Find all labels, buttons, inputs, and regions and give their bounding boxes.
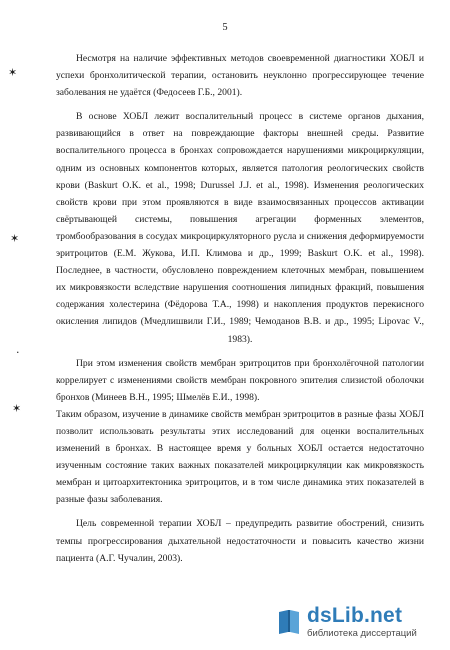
watermark-title: dsLib.net (307, 604, 403, 627)
document-body (56, 50, 424, 567)
star-mark-icon: · (16, 346, 20, 359)
book-logo-icon (277, 608, 301, 636)
watermark (277, 606, 442, 642)
paragraph-3: При этом изменения свойств мембран эритроцитов при бронхолёгочной патологии коррелирует с изменениями свойств мембран покровного эпителия слизистой оболочки бронхов (Минеев В.Н., 1995; Шмелёв Е.И., 1998). (56, 357, 424, 403)
paragraph-2: В основе ХОБЛ лежит воспалительный процесс в системе органов дыхания, развивающийся в ответ на повреждающие факторы внешней среды. Развитие воспалительного процесса в бронхах сопровождается нарушениями микроциркуляции, одним из основных компонентов которых, является патология реологических свойств крови (Baskurt O.K. et al., 1998; Durussel J.J. et al., 1998). Изменения реологических свойств крови при этом проявляются в виде взаимосвязанных процессов активации свёртывающей системы, повышения агрегации форменных элементов, тромбообразования в сосудах микроциркуляторного русла и снижения деформируемости эритроцитов (Е.М. Жукова, И.П. Климова и др., 1999; Baskurt O.K. et al., 1998). Последнее, в частности, обусловлено повреждением клеточных мембран, повышением их микровязкости вследствие нарушения соотношения липидных фракций, повышения содержания холестерина (Фёдорова Т.А., 1998) и накопления продуктов перекисного окисления липидов (Мчедлишвили Г.И., 1989; Чемоданов В.В. и др., 1995; Lipovac V., 1983). (56, 111, 424, 345)
paragraph-1: Несмотря на наличие эффективных методов своевременной диагностики ХОБЛ и успехи бронхолитической терапии, остановить неуклонно прогрессирующее течение заболевания не удаётся (Федосеев Г.Б., 2001). (56, 53, 424, 99)
watermark-subtitle: библиотека диссертаций (307, 628, 417, 639)
paragraph-5: Цель современной терапии ХОБЛ – предупредить развитие обострений, снизить темпы прогрессирования дыхательной недостаточности и повысить качество жизни пациента (А.Г. Чучалин, 2003). (56, 518, 424, 564)
star-mark-icon: ✶ (12, 402, 22, 415)
star-mark-icon: ✶ (8, 66, 18, 79)
paragraph-4: Таким образом, изучение в динамике свойств мембран эритроцитов в разные фазы ХОБЛ позволит использовать результаты этих исследований для оценки воспалительных изменений в бронхах. В настоящее время у больных ХОБЛ остается недостаточно изученным состояние таких важных показателей микроциркуляции как микровязкость мембран и цитоархитектоника эритроцитов, и в том числе динамика этих показателей в разные фазы заболевания. (56, 408, 424, 506)
star-mark-icon: ✶ (10, 232, 20, 245)
page-number: 5 (222, 22, 228, 33)
